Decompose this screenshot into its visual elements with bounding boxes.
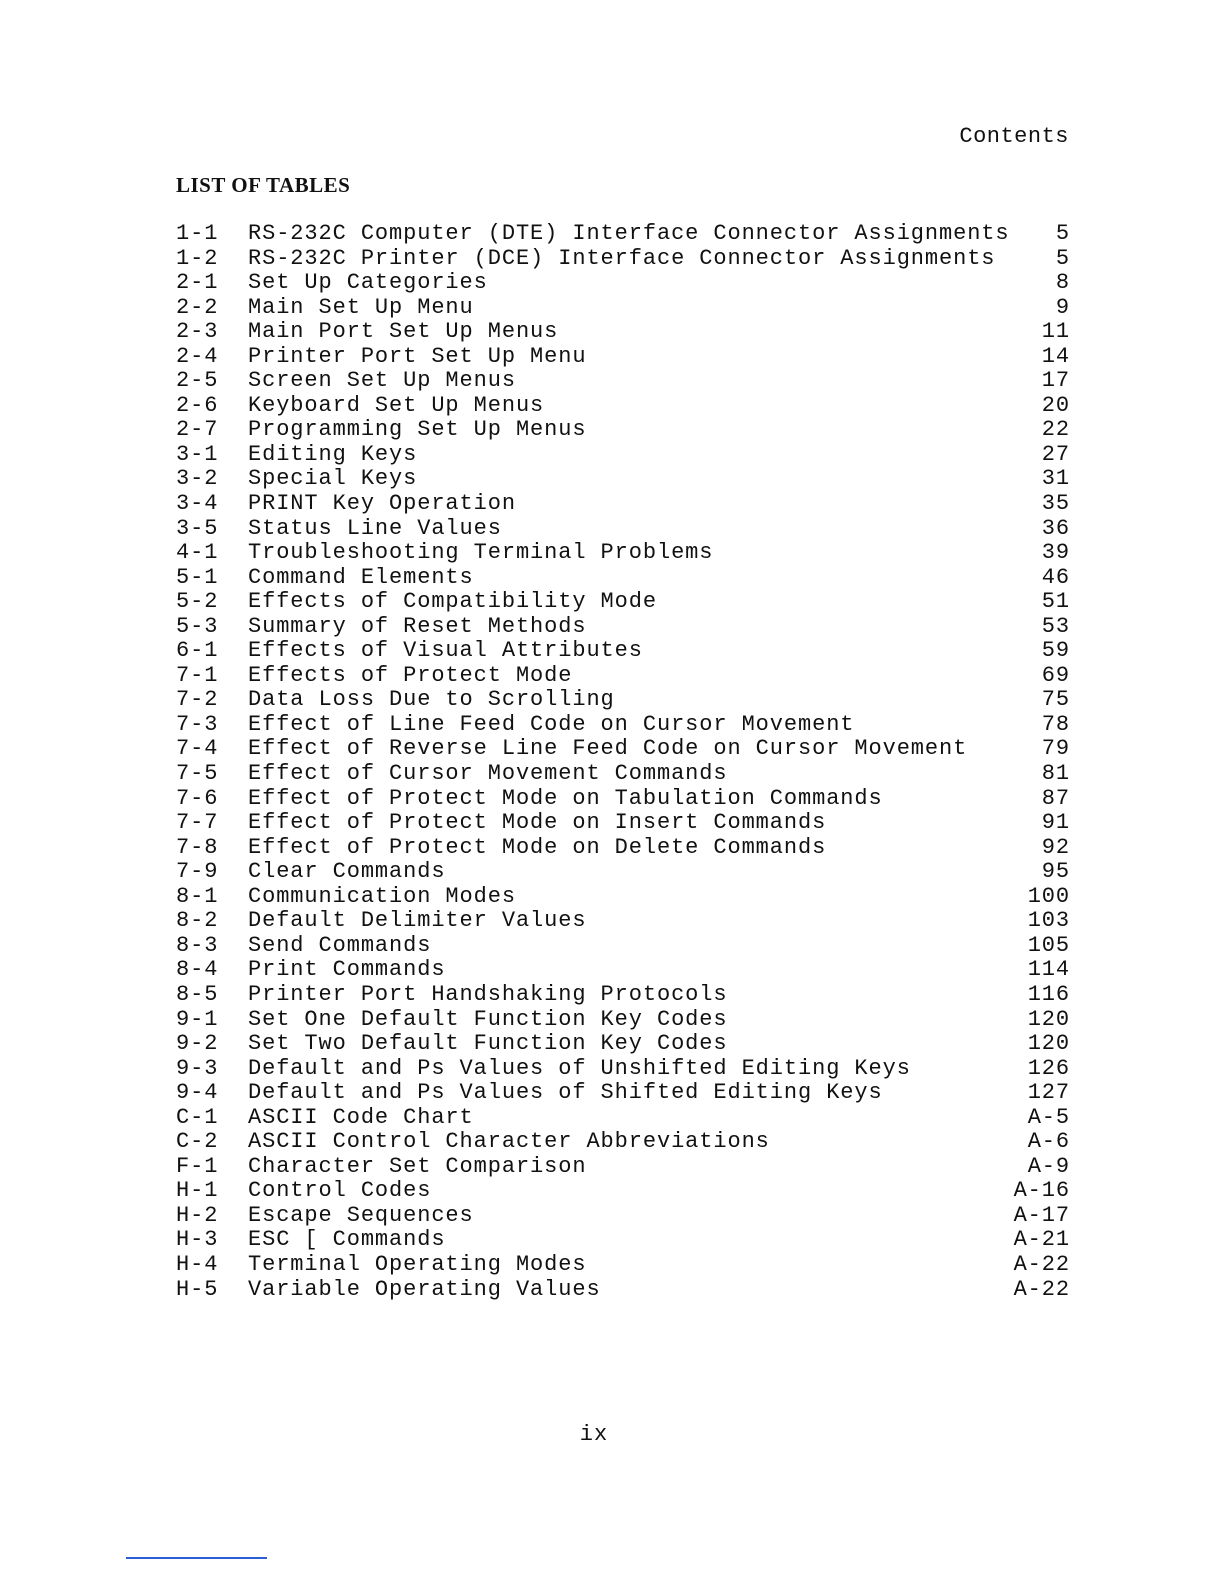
list-item xyxy=(176,320,1070,345)
table-page-number: 87 xyxy=(1041,785,1070,811)
table-title: Communication Modes xyxy=(248,884,516,909)
table-number: 2-1 xyxy=(176,270,219,296)
list-item xyxy=(176,1179,1070,1204)
table-number: 4-1 xyxy=(176,540,219,566)
table-page-number: 5 xyxy=(1055,245,1070,271)
list-item xyxy=(176,860,1070,885)
table-title: Set Up Categories xyxy=(248,271,488,296)
page-number: ix xyxy=(579,1422,609,1447)
list-item xyxy=(176,737,1070,762)
table-number: 3-4 xyxy=(176,491,219,517)
table-page-number: A-16 xyxy=(1013,1178,1070,1204)
table-title: Main Set Up Menu xyxy=(248,295,474,320)
table-number: 9-1 xyxy=(176,1006,219,1032)
table-number: 8-5 xyxy=(176,981,219,1007)
table-page-number: 95 xyxy=(1041,859,1070,885)
table-number: 7-9 xyxy=(176,859,219,885)
table-page-number: A-21 xyxy=(1013,1227,1070,1253)
table-number: 6-1 xyxy=(176,638,219,664)
table-title: Control Codes xyxy=(248,1179,432,1204)
table-title: Effects of Protect Mode xyxy=(248,663,573,688)
table-page-number: 75 xyxy=(1041,687,1070,713)
table-number: 1-2 xyxy=(176,245,219,271)
list-item xyxy=(176,713,1070,738)
table-page-number: 81 xyxy=(1041,761,1070,787)
table-title: RS-232C Printer (DCE) Interface Connector Assignments xyxy=(248,246,996,271)
table-page-number: A-5 xyxy=(1027,1104,1070,1130)
list-item xyxy=(176,492,1070,517)
table-title: Print Commands xyxy=(248,958,446,983)
table-title: Summary of Reset Methods xyxy=(248,614,587,639)
table-page-number: 46 xyxy=(1041,564,1070,590)
list-item xyxy=(176,1130,1070,1155)
table-number: 2-7 xyxy=(176,417,219,443)
list-item xyxy=(176,247,1070,272)
table-number: H-3 xyxy=(176,1227,219,1253)
table-page-number: 127 xyxy=(1027,1080,1070,1106)
running-header: Contents xyxy=(959,124,1069,149)
table-title: Printer Port Handshaking Protocols xyxy=(248,982,728,1007)
table-title: Keyboard Set Up Menus xyxy=(248,393,545,418)
list-item xyxy=(176,222,1070,247)
list-item xyxy=(176,1228,1070,1253)
table-page-number: 39 xyxy=(1041,540,1070,566)
table-number: 7-5 xyxy=(176,761,219,787)
table-title: Terminal Operating Modes xyxy=(248,1252,587,1277)
table-page-number: 36 xyxy=(1041,515,1070,541)
table-number: 2-6 xyxy=(176,392,219,418)
table-title: Status Line Values xyxy=(248,516,502,541)
list-item xyxy=(176,1253,1070,1278)
table-title: RS-232C Computer (DTE) Interface Connector Assignments xyxy=(248,222,1010,246)
table-number: H-4 xyxy=(176,1251,219,1277)
table-title: Default Delimiter Values xyxy=(248,909,587,934)
table-title: Screen Set Up Menus xyxy=(248,369,516,394)
table-number: H-1 xyxy=(176,1178,219,1204)
list-item xyxy=(176,885,1070,910)
table-title: Special Keys xyxy=(248,467,418,492)
list-item xyxy=(176,934,1070,959)
table-title: ESC [ Commands xyxy=(248,1228,446,1253)
list-item xyxy=(176,811,1070,836)
table-number: 7-4 xyxy=(176,736,219,762)
table-page-number: 79 xyxy=(1041,736,1070,762)
table-title: ASCII Code Chart xyxy=(248,1105,474,1130)
list-item xyxy=(176,909,1070,934)
table-page-number: 91 xyxy=(1041,810,1070,836)
table-title: Troubleshooting Terminal Problems xyxy=(248,541,714,566)
table-number: 8-3 xyxy=(176,932,219,958)
table-page-number: 126 xyxy=(1027,1055,1070,1081)
table-number: 9-2 xyxy=(176,1031,219,1057)
list-item xyxy=(176,787,1070,812)
table-page-number: 17 xyxy=(1041,368,1070,394)
table-page-number: 78 xyxy=(1041,711,1070,737)
table-number: 2-4 xyxy=(176,343,219,369)
list-item xyxy=(176,394,1070,419)
list-item xyxy=(176,345,1070,370)
table-title: Command Elements xyxy=(248,565,474,590)
list-of-tables xyxy=(176,222,1070,1302)
table-page-number: A-17 xyxy=(1013,1202,1070,1228)
table-title: Effect of Protect Mode on Insert Commands xyxy=(248,811,827,836)
table-page-number: A-6 xyxy=(1027,1129,1070,1155)
list-item xyxy=(176,1204,1070,1229)
list-item xyxy=(176,467,1070,492)
table-number: 5-2 xyxy=(176,589,219,615)
table-page-number: 11 xyxy=(1041,319,1070,345)
table-number: H-5 xyxy=(176,1276,219,1302)
table-number: 5-1 xyxy=(176,564,219,590)
table-page-number: 120 xyxy=(1027,1006,1070,1032)
list-item xyxy=(176,1008,1070,1033)
table-title: PRINT Key Operation xyxy=(248,492,516,517)
table-number: 8-2 xyxy=(176,908,219,934)
list-item xyxy=(176,762,1070,787)
table-number: 1-1 xyxy=(176,221,219,246)
table-number: H-2 xyxy=(176,1202,219,1228)
table-page-number: 69 xyxy=(1041,662,1070,688)
table-page-number: 105 xyxy=(1027,932,1070,958)
table-number: 3-5 xyxy=(176,515,219,541)
list-item xyxy=(176,958,1070,983)
list-item xyxy=(176,688,1070,713)
table-page-number: A-9 xyxy=(1027,1153,1070,1179)
table-number: 8-4 xyxy=(176,957,219,983)
table-title: Effect of Cursor Movement Commands xyxy=(248,762,728,787)
table-page-number: 120 xyxy=(1027,1031,1070,1057)
table-number: 3-2 xyxy=(176,466,219,492)
list-item xyxy=(176,639,1070,664)
table-title: Default and Ps Values of Unshifted Editing Keys xyxy=(248,1056,911,1081)
table-number: 9-4 xyxy=(176,1080,219,1106)
list-item xyxy=(176,590,1070,615)
list-item xyxy=(176,1106,1070,1131)
table-number: 5-3 xyxy=(176,613,219,639)
table-title: Clear Commands xyxy=(248,860,446,885)
table-number: F-1 xyxy=(176,1153,219,1179)
table-page-number: 103 xyxy=(1027,908,1070,934)
list-item xyxy=(176,1081,1070,1106)
table-page-number: A-22 xyxy=(1013,1276,1070,1302)
table-title: Character Set Comparison xyxy=(248,1154,587,1179)
list-item xyxy=(176,1155,1070,1180)
table-page-number: 116 xyxy=(1027,981,1070,1007)
table-page-number: 14 xyxy=(1041,343,1070,369)
table-number: C-2 xyxy=(176,1129,219,1155)
section-title: LIST OF TABLES xyxy=(176,173,351,197)
list-item xyxy=(176,418,1070,443)
table-page-number: 31 xyxy=(1041,466,1070,492)
list-item xyxy=(176,836,1070,861)
list-item xyxy=(176,983,1070,1008)
list-item xyxy=(176,615,1070,640)
list-item xyxy=(176,1278,1070,1303)
table-title: Default and Ps Values of Shifted Editing Keys xyxy=(248,1081,883,1106)
table-title: Effects of Compatibility Mode xyxy=(248,590,657,615)
table-title: Escape Sequences xyxy=(248,1203,474,1228)
table-title: Editing Keys xyxy=(248,442,418,467)
table-page-number: 92 xyxy=(1041,834,1070,860)
table-number: 7-2 xyxy=(176,687,219,713)
table-number: C-1 xyxy=(176,1104,219,1130)
table-number: 7-7 xyxy=(176,810,219,836)
list-item xyxy=(176,1057,1070,1082)
table-title: Variable Operating Values xyxy=(248,1277,601,1302)
list-item xyxy=(176,566,1070,591)
table-title: Set Two Default Function Key Codes xyxy=(248,1032,728,1057)
table-title: Send Commands xyxy=(248,933,432,958)
table-page-number: 59 xyxy=(1041,638,1070,664)
table-title: Set One Default Function Key Codes xyxy=(248,1007,728,1032)
table-page-number: 100 xyxy=(1027,883,1070,909)
list-item xyxy=(176,296,1070,321)
table-number: 9-3 xyxy=(176,1055,219,1081)
table-number: 7-1 xyxy=(176,662,219,688)
table-title: Printer Port Set Up Menu xyxy=(248,344,587,369)
table-title: Main Port Set Up Menus xyxy=(248,320,559,345)
scan-artifact-line xyxy=(126,1557,267,1559)
table-title: Effect of Line Feed Code on Cursor Movement xyxy=(248,712,855,737)
list-item xyxy=(176,1032,1070,1057)
table-page-number: A-22 xyxy=(1013,1251,1070,1277)
list-item xyxy=(176,271,1070,296)
table-title: Programming Set Up Menus xyxy=(248,418,587,443)
table-page-number: 27 xyxy=(1041,441,1070,467)
list-item xyxy=(176,369,1070,394)
table-page-number: 9 xyxy=(1055,294,1070,320)
table-number: 7-8 xyxy=(176,834,219,860)
table-number: 2-3 xyxy=(176,319,219,345)
list-item xyxy=(176,541,1070,566)
table-number: 7-6 xyxy=(176,785,219,811)
table-number: 8-1 xyxy=(176,883,219,909)
table-title: Effects of Visual Attributes xyxy=(248,639,643,664)
table-page-number: 5 xyxy=(1055,221,1070,246)
table-page-number: 35 xyxy=(1041,491,1070,517)
table-number: 2-5 xyxy=(176,368,219,394)
table-page-number: 8 xyxy=(1055,270,1070,296)
table-title: Data Loss Due to Scrolling xyxy=(248,688,615,713)
table-number: 2-2 xyxy=(176,294,219,320)
list-item xyxy=(176,517,1070,542)
table-number: 7-3 xyxy=(176,711,219,737)
list-item xyxy=(176,443,1070,468)
table-page-number: 20 xyxy=(1041,392,1070,418)
table-page-number: 53 xyxy=(1041,613,1070,639)
table-page-number: 22 xyxy=(1041,417,1070,443)
table-page-number: 114 xyxy=(1027,957,1070,983)
table-title: Effect of Protect Mode on Tabulation Commands xyxy=(248,786,883,811)
table-title: ASCII Control Character Abbreviations xyxy=(248,1130,770,1155)
list-item xyxy=(176,664,1070,689)
table-page-number: 51 xyxy=(1041,589,1070,615)
table-title: Effect of Protect Mode on Delete Commands xyxy=(248,835,827,860)
table-number: 3-1 xyxy=(176,441,219,467)
table-title: Effect of Reverse Line Feed Code on Cursor Movement xyxy=(248,737,968,762)
